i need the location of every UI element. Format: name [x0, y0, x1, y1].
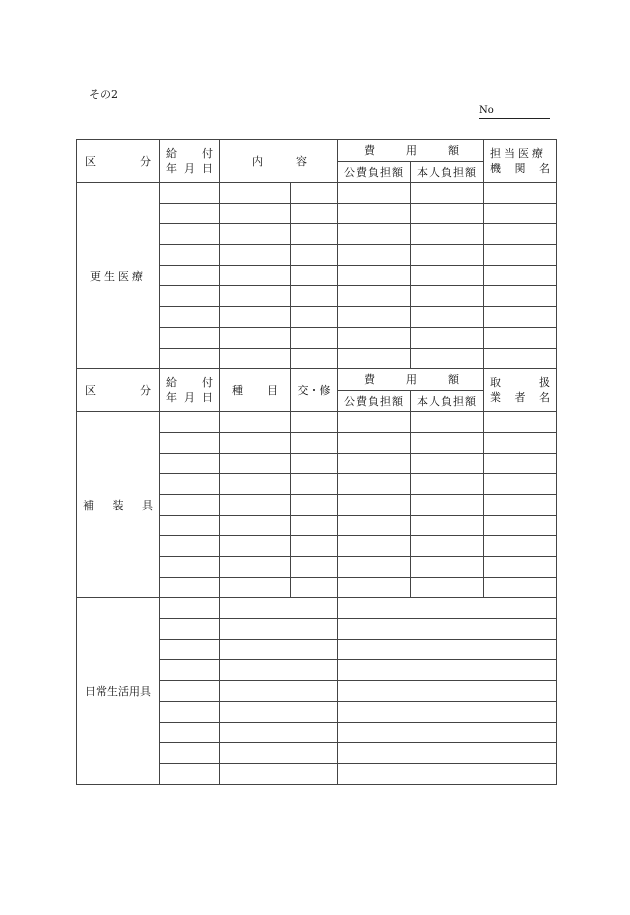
- entry-cell[interactable]: [338, 327, 411, 348]
- entry-cell[interactable]: [484, 474, 557, 495]
- entry-cell[interactable]: [220, 743, 338, 764]
- header-kyufu-2-line2: 年 月 日: [166, 391, 213, 405]
- entry-cell[interactable]: [338, 453, 411, 474]
- entry-cell[interactable]: [411, 432, 484, 453]
- header-toriatsukai-line2: 業 者 名: [490, 391, 550, 405]
- entry-cell[interactable]: [160, 743, 220, 764]
- entry-cell[interactable]: [338, 203, 411, 224]
- header-kyufu-date-2: [160, 369, 220, 412]
- entry-cell[interactable]: [411, 515, 484, 536]
- entry-cell[interactable]: [160, 265, 220, 286]
- entry-cell[interactable]: [160, 286, 220, 307]
- header-honnin: 本人負担額: [411, 161, 484, 183]
- section-nichijo: 日常生活用具: [77, 598, 160, 784]
- header-kubun: [77, 140, 160, 183]
- entry-cell[interactable]: [484, 203, 557, 224]
- entry-cell[interactable]: [220, 203, 291, 224]
- entry-cell[interactable]: [220, 619, 338, 640]
- entry-cell[interactable]: [220, 577, 291, 598]
- page-label: その2: [89, 88, 118, 101]
- header-kyufu-2-line1: 給 付: [166, 376, 213, 390]
- entry-cell[interactable]: [338, 265, 411, 286]
- entry-cell[interactable]: [484, 183, 557, 204]
- header-kyufu-line2: 年 月 日: [166, 162, 213, 175]
- header-kouhi: 公費負担額: [338, 161, 411, 183]
- section-hosougu: [77, 412, 160, 598]
- entry-cell[interactable]: [484, 432, 557, 453]
- entry-cell[interactable]: [411, 224, 484, 245]
- entry-cell[interactable]: [411, 286, 484, 307]
- entry-cell[interactable]: [484, 494, 557, 515]
- entry-cell[interactable]: [291, 515, 338, 536]
- entry-cell[interactable]: [160, 494, 220, 515]
- entry-cell[interactable]: [291, 536, 338, 557]
- entry-cell[interactable]: [338, 639, 557, 660]
- entry-cell[interactable]: [220, 307, 291, 328]
- entry-cell[interactable]: [338, 743, 557, 764]
- header-hiyo-2: [338, 369, 484, 391]
- entry-cell[interactable]: [411, 453, 484, 474]
- entry-cell[interactable]: [338, 245, 411, 266]
- entry-cell[interactable]: [220, 265, 291, 286]
- header-hiyo-text: 費 用 額: [364, 144, 459, 158]
- entry-cell[interactable]: [338, 681, 557, 702]
- entry-cell[interactable]: [291, 327, 338, 348]
- entry-cell[interactable]: [411, 327, 484, 348]
- entry-cell[interactable]: [160, 536, 220, 557]
- entry-cell[interactable]: [338, 536, 411, 557]
- header-koshu: 交・修: [291, 369, 338, 412]
- entry-cell[interactable]: [338, 722, 557, 743]
- entry-cell[interactable]: [411, 557, 484, 578]
- header-hiyo-2-text: 費 用 額: [364, 373, 459, 387]
- header-naiyo: [220, 140, 338, 183]
- entry-cell[interactable]: [160, 348, 220, 369]
- header-honnin-2: 本人負担額: [411, 390, 484, 412]
- header-hiyo: [338, 140, 484, 162]
- entry-cell[interactable]: [411, 245, 484, 266]
- entry-cell[interactable]: [291, 474, 338, 495]
- entry-cell[interactable]: [220, 557, 291, 578]
- entry-cell[interactable]: [291, 432, 338, 453]
- entry-cell[interactable]: [411, 265, 484, 286]
- entry-cell[interactable]: [160, 660, 220, 681]
- entry-cell[interactable]: [484, 327, 557, 348]
- entry-cell[interactable]: [220, 412, 291, 433]
- entry-cell[interactable]: [220, 639, 338, 660]
- entry-cell[interactable]: [160, 412, 220, 433]
- entry-cell[interactable]: [160, 224, 220, 245]
- entry-cell[interactable]: [160, 577, 220, 598]
- entry-cell[interactable]: [291, 453, 338, 474]
- entry-cell[interactable]: [338, 183, 411, 204]
- header-kouhi-2: 公費負担額: [338, 390, 411, 412]
- entry-cell[interactable]: [160, 701, 220, 722]
- entry-cell[interactable]: [291, 494, 338, 515]
- entry-cell[interactable]: [291, 203, 338, 224]
- entry-cell[interactable]: [220, 224, 291, 245]
- header-toriatsukai-line1: 取 扱: [490, 376, 550, 390]
- benefit-record-table: [76, 139, 557, 785]
- entry-cell[interactable]: [338, 598, 557, 619]
- entry-cell[interactable]: [411, 474, 484, 495]
- entry-cell[interactable]: [291, 245, 338, 266]
- entry-cell[interactable]: [411, 183, 484, 204]
- entry-cell[interactable]: [338, 286, 411, 307]
- entry-cell[interactable]: [220, 722, 338, 743]
- entry-cell[interactable]: [411, 577, 484, 598]
- entry-cell[interactable]: [220, 348, 291, 369]
- entry-cell[interactable]: [411, 203, 484, 224]
- entry-cell[interactable]: [338, 557, 411, 578]
- entry-cell[interactable]: [220, 681, 338, 702]
- entry-cell[interactable]: [338, 619, 557, 640]
- entry-cell[interactable]: [338, 763, 557, 784]
- number-field[interactable]: No: [479, 104, 550, 119]
- entry-cell[interactable]: [220, 494, 291, 515]
- entry-cell[interactable]: [338, 432, 411, 453]
- entry-cell[interactable]: [484, 577, 557, 598]
- entry-cell[interactable]: [484, 536, 557, 557]
- entry-cell[interactable]: [160, 245, 220, 266]
- entry-cell[interactable]: [220, 536, 291, 557]
- entry-cell[interactable]: [338, 412, 411, 433]
- entry-cell[interactable]: [411, 412, 484, 433]
- entry-cell[interactable]: [411, 307, 484, 328]
- entry-cell[interactable]: [484, 515, 557, 536]
- header-shumoku-text: 種 目: [232, 384, 278, 398]
- entry-cell[interactable]: [160, 183, 220, 204]
- entry-cell[interactable]: [484, 557, 557, 578]
- entry-cell[interactable]: [160, 557, 220, 578]
- entry-cell[interactable]: [291, 286, 338, 307]
- entry-cell[interactable]: [160, 639, 220, 660]
- entry-cell[interactable]: [160, 681, 220, 702]
- entry-cell[interactable]: [291, 183, 338, 204]
- entry-cell[interactable]: [220, 763, 338, 784]
- header-kyufu-date: [160, 140, 220, 183]
- entry-cell[interactable]: [338, 224, 411, 245]
- entry-cell[interactable]: [160, 515, 220, 536]
- header-tanto-line1: 担当医療: [490, 147, 546, 160]
- entry-cell[interactable]: [220, 598, 338, 619]
- entry-cell[interactable]: [220, 183, 291, 204]
- entry-cell[interactable]: [160, 619, 220, 640]
- entry-cell[interactable]: [220, 432, 291, 453]
- entry-cell[interactable]: [338, 515, 411, 536]
- header-kubun-2-text: 区 分: [85, 384, 151, 398]
- entry-cell[interactable]: [220, 245, 291, 266]
- entry-cell[interactable]: [160, 432, 220, 453]
- entry-cell[interactable]: [291, 577, 338, 598]
- entry-cell[interactable]: [160, 453, 220, 474]
- entry-cell[interactable]: [411, 348, 484, 369]
- entry-cell[interactable]: [160, 327, 220, 348]
- header-kubun-2: [77, 369, 160, 412]
- header-tanto: [484, 140, 557, 183]
- header-kyufu-line1: 給 付: [166, 147, 213, 160]
- entry-cell[interactable]: [291, 557, 338, 578]
- entry-cell[interactable]: [338, 494, 411, 515]
- entry-cell[interactable]: [338, 701, 557, 722]
- entry-cell[interactable]: [484, 245, 557, 266]
- header-kubun-text: 区 分: [85, 155, 151, 168]
- entry-cell[interactable]: [220, 453, 291, 474]
- entry-cell[interactable]: [160, 307, 220, 328]
- entry-cell[interactable]: [160, 474, 220, 495]
- section-hosougu-text: 補 装 具: [83, 498, 153, 512]
- entry-cell[interactable]: [484, 412, 557, 433]
- entry-cell[interactable]: [220, 660, 338, 681]
- entry-cell[interactable]: [291, 224, 338, 245]
- entry-cell[interactable]: [484, 265, 557, 286]
- entry-cell[interactable]: [291, 265, 338, 286]
- entry-cell[interactable]: [160, 722, 220, 743]
- entry-cell[interactable]: [220, 701, 338, 722]
- header-toriatsukai: [484, 369, 557, 412]
- entry-cell[interactable]: [160, 763, 220, 784]
- header-shumoku: [220, 369, 291, 412]
- entry-cell[interactable]: [338, 307, 411, 328]
- entry-cell[interactable]: [220, 474, 291, 495]
- entry-cell[interactable]: [220, 515, 291, 536]
- entry-cell[interactable]: [338, 348, 411, 369]
- entry-cell[interactable]: [160, 203, 220, 224]
- section-koseiiryo: 更生医療: [77, 183, 160, 369]
- entry-cell[interactable]: [160, 598, 220, 619]
- entry-cell[interactable]: [411, 494, 484, 515]
- entry-cell[interactable]: [291, 412, 338, 433]
- entry-cell[interactable]: [484, 286, 557, 307]
- entry-cell[interactable]: [338, 660, 557, 681]
- header-naiyo-text: 内 容: [252, 155, 307, 168]
- entry-cell[interactable]: [411, 536, 484, 557]
- entry-cell[interactable]: [220, 327, 291, 348]
- entry-cell[interactable]: [484, 453, 557, 474]
- header-tanto-line2: 機 関 名: [490, 162, 550, 175]
- entry-cell[interactable]: [484, 348, 557, 369]
- entry-cell[interactable]: [220, 286, 291, 307]
- entry-cell[interactable]: [484, 224, 557, 245]
- entry-cell[interactable]: [291, 348, 338, 369]
- entry-cell[interactable]: [484, 307, 557, 328]
- entry-cell[interactable]: [338, 577, 411, 598]
- entry-cell[interactable]: [338, 474, 411, 495]
- entry-cell[interactable]: [291, 307, 338, 328]
